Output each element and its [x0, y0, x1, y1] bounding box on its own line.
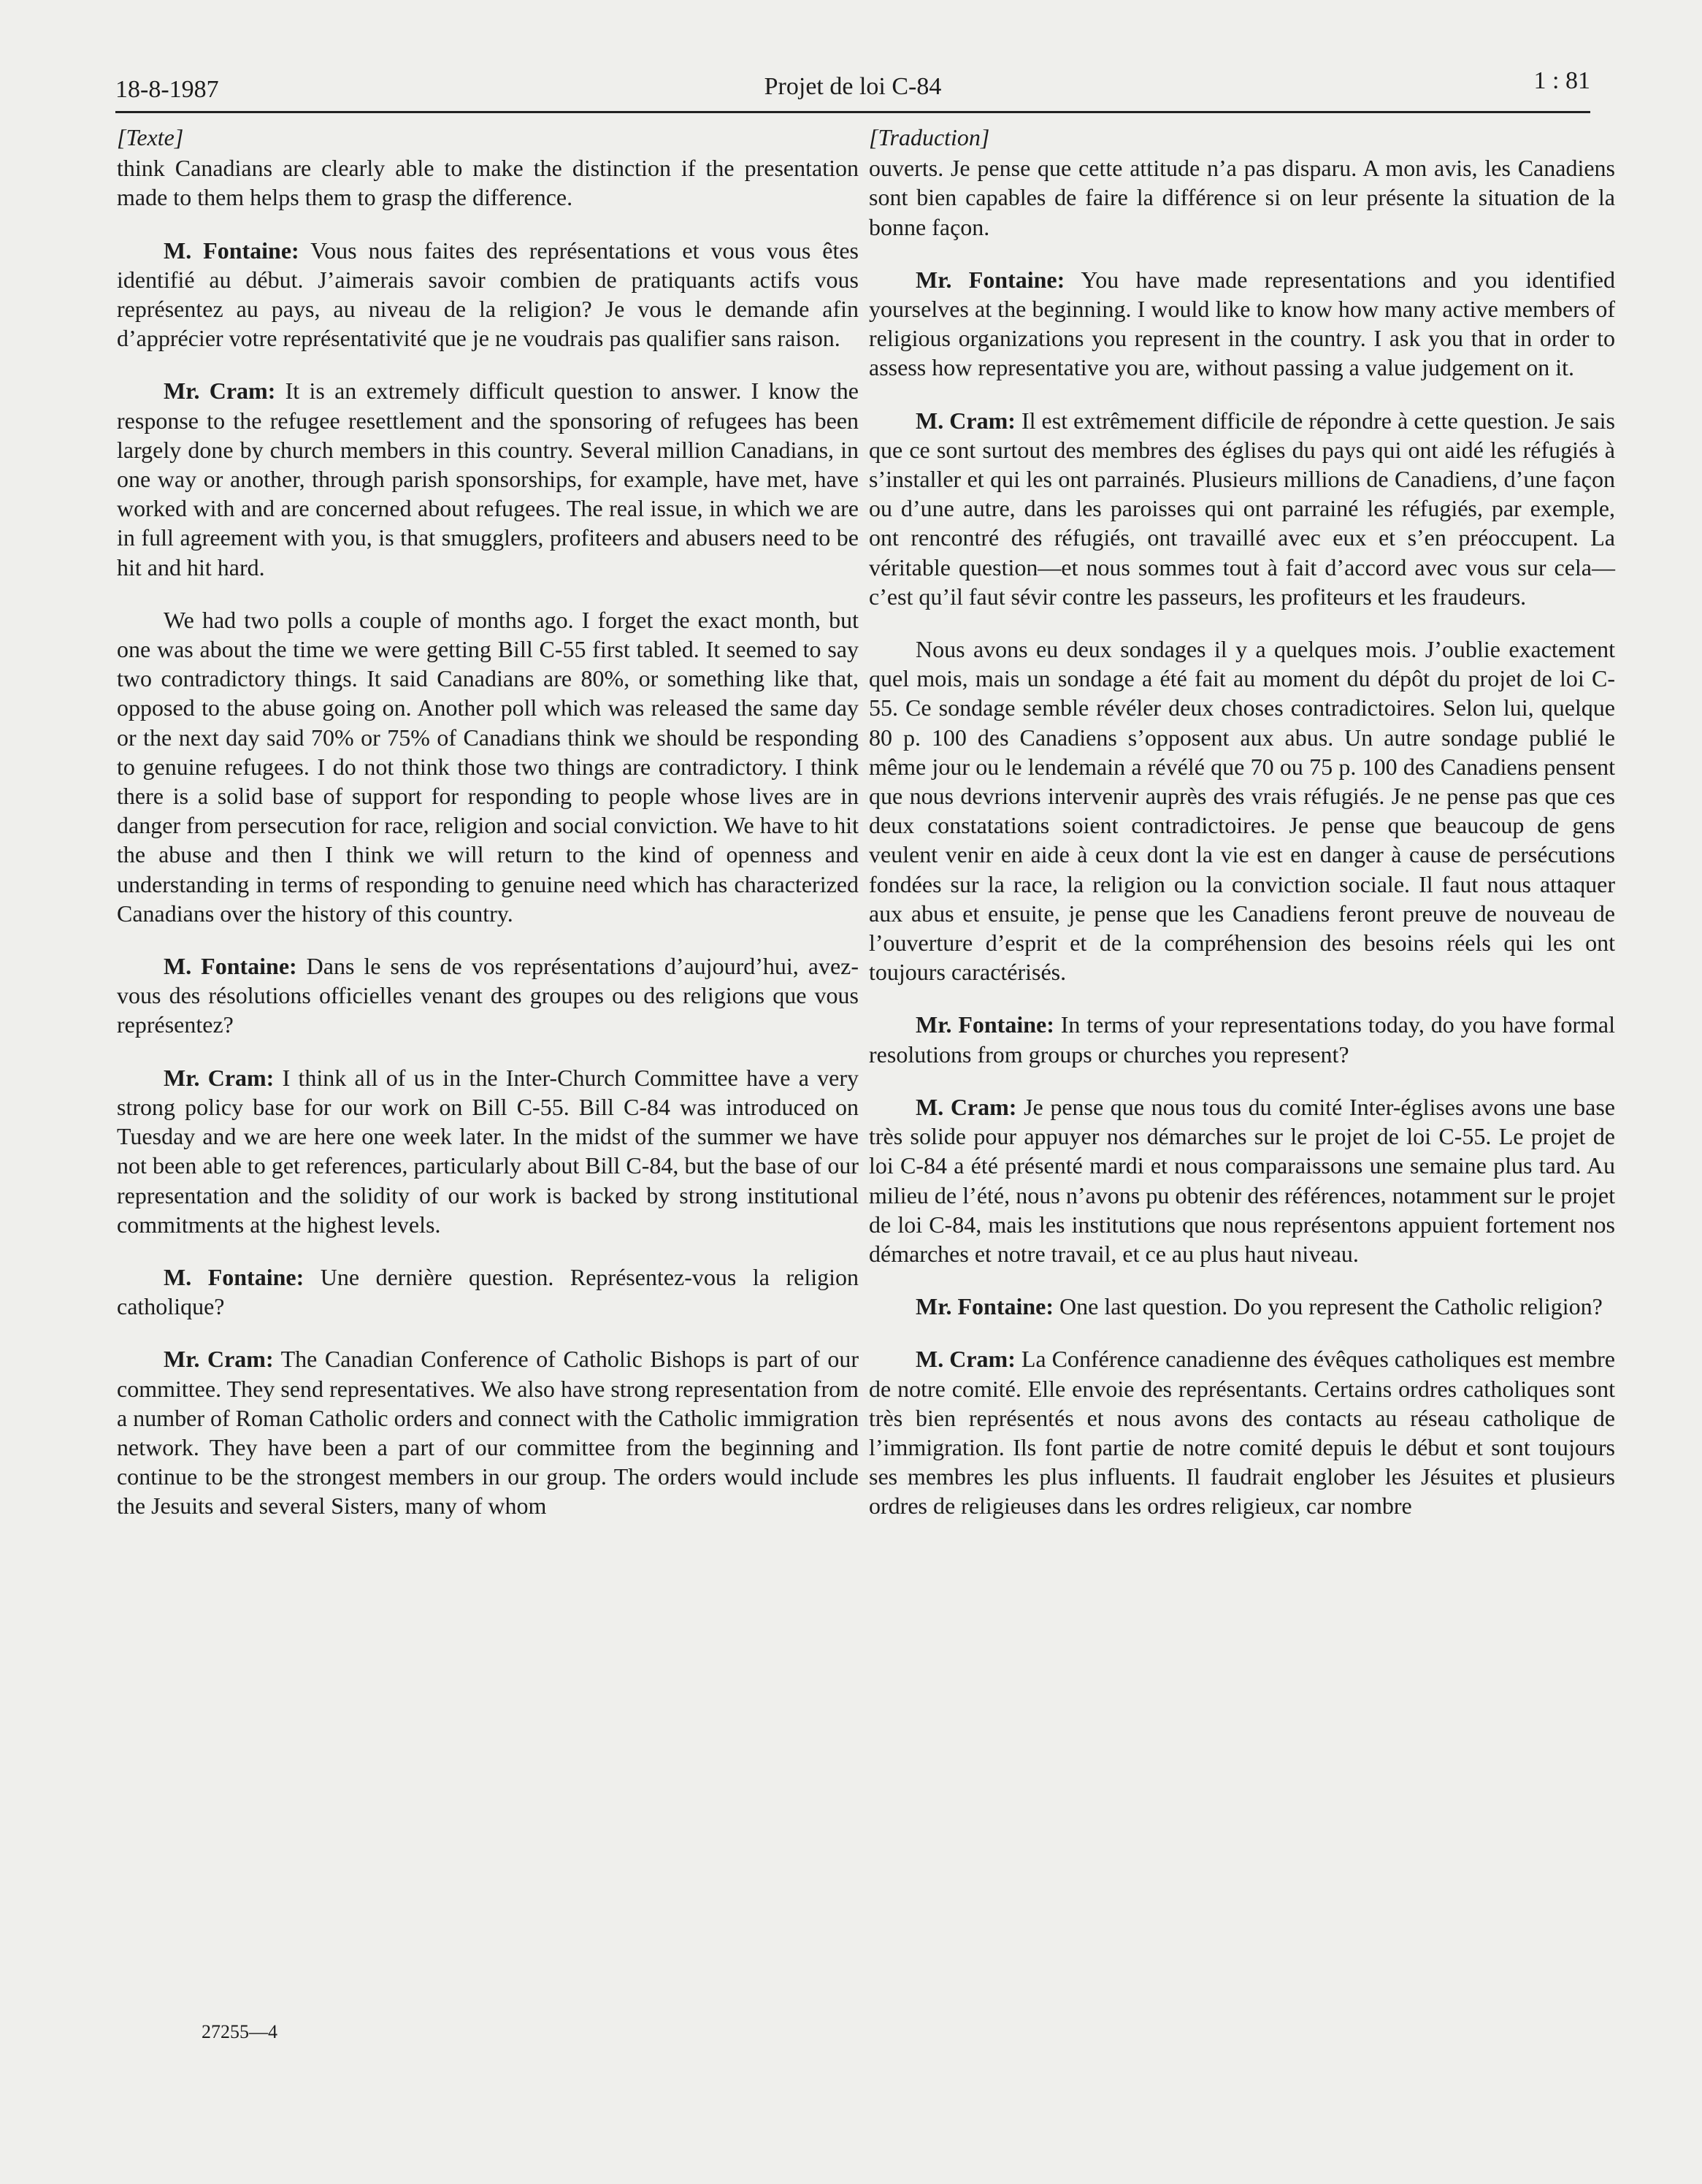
speaker-name: M. Fontaine:	[164, 953, 297, 980]
paragraph-text: Vous nous faites des représentations et vous vous êtes identifié au début. J’aimerais savoir combien de pratiquants actifs vous représentez au pays, au niveau de la religion? Je vous le demande afin d’apprécier votre représentativité que je ne voudrais pas qualifier sans raison.	[117, 237, 859, 352]
paragraph	[117, 605, 859, 928]
paragraph	[869, 1092, 1615, 1268]
paragraph	[117, 376, 859, 581]
page-number: 1 : 81	[1533, 67, 1590, 94]
speaker-name: M. Fontaine:	[164, 237, 299, 264]
paragraph	[117, 1262, 859, 1321]
header-title: Projet de loi C-84	[764, 73, 942, 100]
paragraph	[869, 1010, 1615, 1068]
paragraph-text: Nous avons eu deux sondages il y a quelques mois. J’oublie exactement quel mois, mais un sondage a été fait au moment du dépôt du projet de loi C-55. Ce sondage semble révéler deux choses contradictoires. Selon lui, quelque 80 p. 100 des Canadiens s’opposent aux abus. Un autre sondage publié le même jour ou le lendemain a révélé que 70 ou 75 p. 100 des Canadiens pensent que nous devrions intervenir auprès des vrais réfugiés. Je ne pense pas que ces deux constatations soient contradictoires. Je pense que beaucoup de gens veulent venir en aide à ceux dont la vie est en danger à cause de persécutions fondées sur la race, la religion ou la conviction sociale. Il faut nous attaquer aux abus et ensuite, je pense que les Canadiens feront preuve de nouveau de l’ouverture d’esprit et de la compréhension des besoins réels qui les ont toujours caractérisés.	[869, 636, 1615, 986]
paragraph-text: La Conférence canadienne des évêques catholiques est membre de notre comité. Elle envoie des représentants. Certains ordres catholiques sont très bien représentés et nous avons des contacts au réseau catholique de l’immigration. Ils font partie de notre comité depuis le début et sont toujours ses membres les plus influents. Il faudrait englober les Jésuites et plusieurs ordres de religieuses dans les ordres religieux, car nombre	[869, 1346, 1616, 1520]
paragraph-text: You have made representations and you identified yourselves at the beginning. I would like to know how many active members of religious organizations you represent in the country. I ask you that in order to assess how representative you are, without passing a value judgement on it.	[869, 266, 1616, 381]
paragraph	[117, 1344, 859, 1520]
paragraph-text: In terms of your representations today, do you have formal resolutions from groups or churches you represent?	[869, 1011, 1616, 1068]
paragraph	[117, 1063, 859, 1239]
page-header	[115, 67, 1590, 111]
paragraph	[869, 1344, 1615, 1520]
speaker-name: Mr. Cram:	[164, 1064, 275, 1091]
paragraph	[117, 951, 859, 1040]
speaker-name: Mr. Cram:	[164, 1346, 274, 1373]
speaker-name: M. Cram:	[916, 1093, 1017, 1120]
paragraph	[869, 265, 1615, 383]
paragraph-text: I think all of us in the Inter-Church Committee have a very strong policy base for our work on Bill C-55. Bill C-84 was introduced on Tuesday and we are here one week later. In the midst of the summer we have not been able to get references, particularly about Bill C-84, but the base of our representation and the solidity of our work is backed by strong institutional commitments at the highest levels.	[117, 1064, 859, 1238]
paragraph	[869, 1292, 1615, 1321]
paragraph	[869, 635, 1615, 986]
footer-code: 27255—4	[202, 2021, 277, 2042]
paragraph-text: The Canadian Conference of Catholic Bishops is part of our committee. They send representatives. We also have strong representation from a number of Roman Catholic orders and connect with the Catholic immigration network. They have been a part of our committee from the beginning and continue to be the strongest members in our group. The orders would include the Jesuits and several Sisters, many of whom	[117, 1346, 859, 1520]
header-date: 18-8-1987	[115, 76, 219, 103]
paragraph	[117, 236, 859, 353]
speaker-name: Mr. Cram:	[164, 378, 276, 405]
paragraph-text: Je pense que nous tous du comité Inter-églises avons une base très solide pour appuyer nos démarches sur le projet de loi C-55. Le projet de loi C-84 a été présenté mardi et nous comparaissons une semaine plus tard. Au milieu de l’été, nous n’avons pu obtenir des références, notamment sur le projet de loi C-84, mais les institutions que nous représentons appuient fortement nos démarches et notre travail, et ce au plus haut niveau.	[869, 1093, 1616, 1267]
speaker-name: M. Cram:	[916, 1346, 1016, 1373]
language-tag: [Traduction]	[869, 124, 990, 150]
paragraph-text: We had two polls a couple of months ago. I forget the exact month, but one was about the time we were getting Bill C-55 first tabled. It seemed to say two contradictory things. It said Canadians are 80%, or something like that, opposed to the abuse going on. Another poll which was released the same day or the next day said 70% or 75% of Canadians think we should be responding to genuine refugees. I do not think those two things are contradictory. I think there is a solid base of support for responding to people whose lives are in danger from persecution for race, religion and social conviction. We have to hit the abuse and then I think we will return to the kind of openness and understanding in terms of responding to genuine need which has characterized Canadians over the history of this country.	[117, 606, 859, 927]
paragraph	[869, 153, 1615, 242]
speaker-name: M. Fontaine:	[164, 1263, 304, 1290]
speaker-name: Mr. Fontaine:	[916, 1293, 1054, 1320]
right-column	[869, 123, 1615, 1521]
speaker-name: Mr. Fontaine:	[916, 266, 1065, 293]
speaker-name: M. Cram:	[916, 407, 1016, 434]
speaker-name: Mr. Fontaine:	[916, 1011, 1054, 1038]
paragraph-text: It is an extremely difficult question to answer. I know the response to the refugee resettlement and the sponsoring of refugees has been largely done by church members in this country. Several million Canadians, in one way or another, through parish sponsorships, for example, have met, have worked with and are concerned about refugees. The real issue, in which we are in full agreement with you, is that smugglers, profiteers and abusers need to be hit and hit hard.	[117, 378, 859, 581]
paragraph-text: Une dernière question. Représentez-vous la religion catholique?	[117, 1263, 859, 1320]
paragraph	[869, 406, 1615, 611]
header-rule	[115, 111, 1590, 113]
paragraph-text: Il est extrêmement difficile de répondre à cette question. Je sais que ce sont surtout des membres des églises du pays qui ont aidé les réfugiés à s’installer et qui les ont parrainés. Plusieurs millions de Canadiens, d’une façon ou d’une autre, dans les paroisses qui ont parrainé les réfugiés, par exemple, ont rencontré des réfugiés, ont travaillé avec eux et s’en préoccupent. La véritable question—et nous sommes tout à fait d’accord avec vous sur cela—c’est qu’il faut sévir contre les passeurs, les profiteurs et les fraudeurs.	[869, 407, 1616, 610]
paragraph-text: Dans le sens de vos représentations d’aujourd’hui, avez-vous des résolutions officielles venant des groupes ou des religions que vous représentez?	[117, 953, 859, 1038]
language-tag: [Texte]	[117, 124, 184, 150]
paragraph-text: think Canadians are clearly able to make the distinction if the presentation made to them helps them to grasp the difference.	[117, 155, 859, 211]
paragraph-text: One last question. Do you represent the Catholic religion?	[1054, 1293, 1603, 1320]
left-column	[117, 123, 859, 1521]
paragraph-text: ouverts. Je pense que cette attitude n’a pas disparu. A mon avis, les Canadiens sont bien capables de faire la différence si on leur présente la situation de la bonne façon.	[869, 155, 1615, 240]
paragraph	[117, 153, 859, 212]
